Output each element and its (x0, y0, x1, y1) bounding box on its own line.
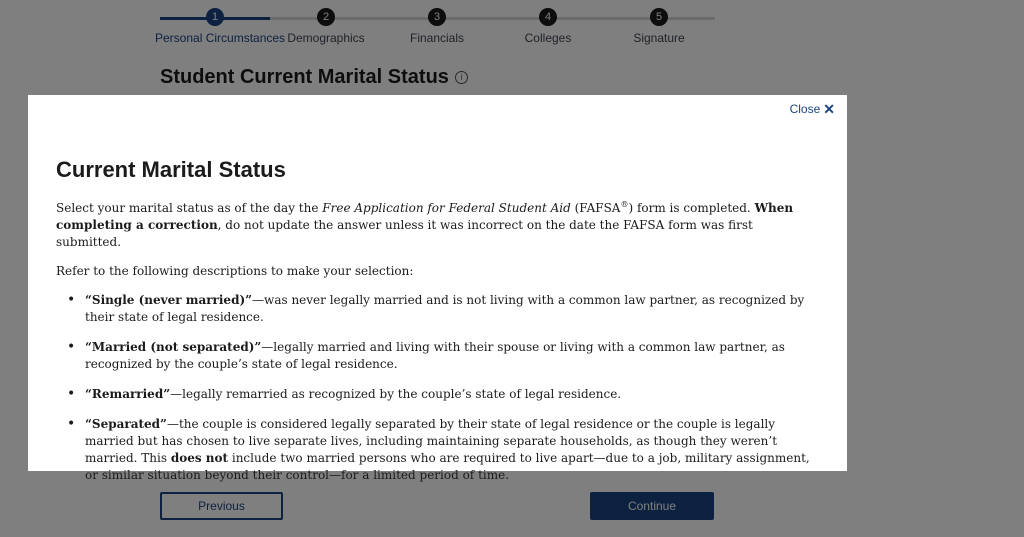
intro-paragraph: Select your marital status as of the day the Free Application for Federal Student Aid (FAFSA®) form is completed. When completing a correction, do not update the answer unless it was incorrect on the date the FAFSA form was first submitted. (56, 200, 794, 249)
modal-heading: Current Marital Status (56, 157, 286, 182)
list-item-single: • “Single (never married)”—was never legally married and is not living with a common law partner, as recognized by their state of legal residence. (67, 292, 805, 324)
close-label: Close (789, 102, 821, 116)
list-item-separated: • “Separated”—the couple is considered legally separated by their state of legal residence or the couple is legally married but has chosen to live separate lives, including maintaining separate households, as though they weren’t married. This does not include two married persons who are required to live apart—due to a job, military assignment, or similar situation beyond their control—for a limited period of time. (67, 416, 810, 482)
list-item-remarried: • “Remarried”—legally remarried as recognized by the couple’s state of legal residence. (67, 386, 622, 402)
list-item-married: • “Married (not separated)”—legally married and living with their spouse or living with a common law partner, as recognized by the couple’s state of legal residence. (67, 339, 785, 371)
refer-paragraph: Refer to the following descriptions to make your selection: (56, 264, 414, 278)
close-button[interactable] (790, 102, 835, 116)
status-list (56, 292, 819, 484)
marital-status-modal (28, 95, 847, 482)
close-icon: ✕ (823, 101, 835, 117)
